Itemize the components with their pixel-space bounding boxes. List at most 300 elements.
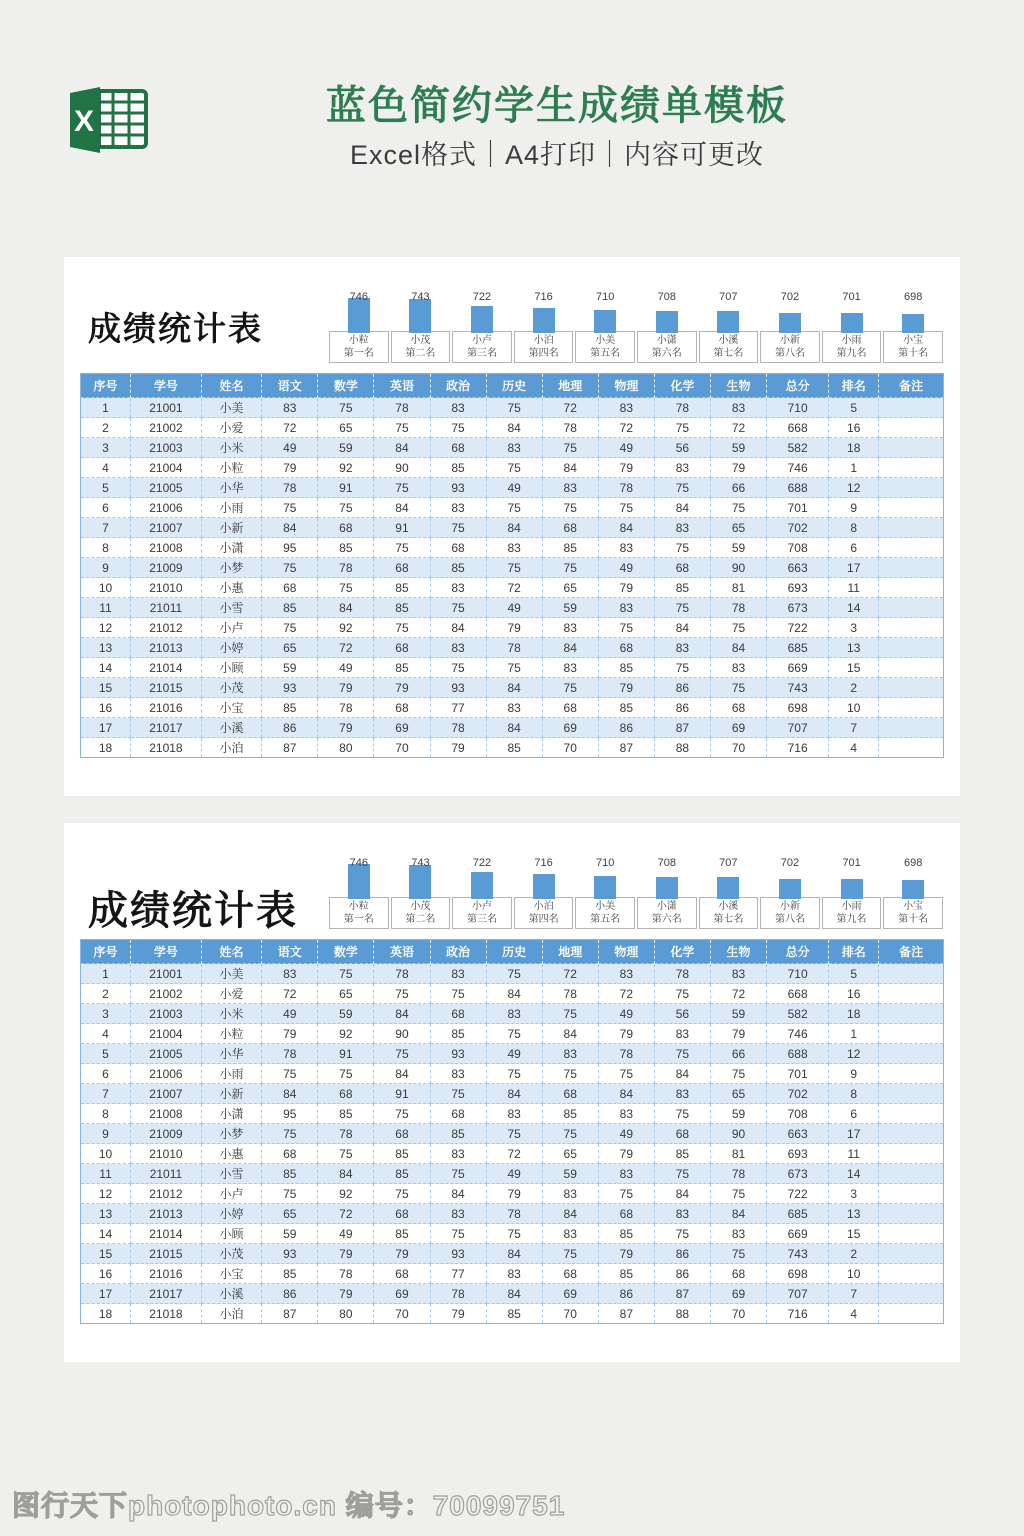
table-cell: 49 [318, 1224, 374, 1244]
table-cell: 84 [598, 518, 654, 538]
table-cell: 83 [710, 1224, 766, 1244]
table-cell [879, 638, 944, 658]
table-cell: 3 [81, 438, 131, 458]
table-cell: 75 [486, 398, 542, 418]
table-cell: 21007 [131, 1084, 202, 1104]
table-cell: 小雨 [201, 1064, 261, 1084]
table-cell: 21015 [131, 1244, 202, 1264]
table-cell: 84 [486, 1244, 542, 1264]
table-cell: 7 [829, 718, 879, 738]
table-cell: 83 [486, 538, 542, 558]
column-header: 备注 [879, 374, 944, 398]
chart-bar [779, 313, 801, 333]
table-cell: 65 [318, 984, 374, 1004]
table-cell: 75 [430, 518, 486, 538]
table-cell: 小溪 [201, 1284, 261, 1304]
table-cell: 722 [767, 1184, 829, 1204]
chart-value-label: 743 [411, 291, 430, 303]
table-cell: 79 [318, 718, 374, 738]
table-cell: 79 [598, 1244, 654, 1264]
table-cell: 1 [81, 964, 131, 984]
table-row [81, 1284, 944, 1304]
table-cell: 8 [829, 518, 879, 538]
table-row [81, 478, 944, 498]
column-header: 英语 [374, 940, 430, 964]
chart-rank-label: 第八名 [774, 348, 805, 360]
grade-table [80, 373, 944, 758]
table-cell: 75 [262, 558, 318, 578]
table-cell: 70 [542, 1304, 598, 1324]
chart-student-name: 小溪 [718, 900, 739, 912]
column-header: 物理 [598, 374, 654, 398]
table-cell: 91 [374, 518, 430, 538]
table-cell: 84 [430, 618, 486, 638]
column-header: 总分 [767, 940, 829, 964]
page-subtitle: Excel格式｜A4打印｜内容可更改 [349, 140, 765, 170]
table-cell: 18 [829, 1004, 879, 1024]
table-cell: 698 [767, 698, 829, 718]
table-row [81, 1164, 944, 1184]
chart-value-label: 708 [657, 857, 676, 869]
table-cell: 1 [829, 458, 879, 478]
table-row [81, 518, 944, 538]
chart-value-label: 707 [719, 857, 738, 869]
table-cell: 72 [542, 964, 598, 984]
table-cell: 84 [486, 718, 542, 738]
table-cell: 85 [262, 1164, 318, 1184]
table-cell: 85 [374, 578, 430, 598]
table-cell: 84 [542, 638, 598, 658]
table-cell [879, 658, 944, 678]
table-cell: 68 [374, 1124, 430, 1144]
table-cell: 小梦 [201, 558, 261, 578]
table-cell: 8 [81, 1104, 131, 1124]
table-cell: 68 [318, 518, 374, 538]
table-row [81, 1044, 944, 1064]
column-header: 姓名 [201, 940, 261, 964]
table-cell: 49 [486, 478, 542, 498]
table-cell: 75 [710, 1244, 766, 1264]
table-cell: 85 [598, 698, 654, 718]
column-header: 历史 [486, 940, 542, 964]
table-cell [879, 578, 944, 598]
table-cell: 668 [767, 418, 829, 438]
chart-bar [841, 879, 863, 899]
table-cell: 2 [81, 984, 131, 1004]
table-cell: 75 [374, 418, 430, 438]
table-cell: 6 [829, 1104, 879, 1124]
table-cell: 11 [829, 578, 879, 598]
table-cell: 75 [542, 1124, 598, 1144]
table-cell: 90 [374, 458, 430, 478]
table-cell: 小顾 [201, 1224, 261, 1244]
table-cell [879, 1224, 944, 1244]
table-cell: 21008 [131, 1104, 202, 1124]
table-cell: 80 [318, 1304, 374, 1324]
table-cell: 小美 [201, 398, 261, 418]
table-row [81, 638, 944, 658]
table-cell: 88 [654, 1304, 710, 1324]
table-cell: 4 [81, 1024, 131, 1044]
column-header: 语文 [262, 374, 318, 398]
table-cell [879, 1104, 944, 1124]
table-row [81, 538, 944, 558]
table-cell: 78 [486, 1204, 542, 1224]
table-cell: 693 [767, 1144, 829, 1164]
table-cell: 83 [486, 1264, 542, 1284]
table-cell: 小爱 [201, 418, 261, 438]
table-cell: 75 [318, 498, 374, 518]
table-cell: 83 [430, 1064, 486, 1084]
table-cell: 80 [318, 738, 374, 758]
chart-column [821, 290, 883, 363]
table-cell: 69 [542, 718, 598, 738]
table-cell: 21003 [131, 438, 202, 458]
table-cell: 小爱 [201, 984, 261, 1004]
table-cell: 79 [262, 1024, 318, 1044]
table-cell: 75 [486, 1124, 542, 1144]
table-cell: 15 [829, 658, 879, 678]
table-cell: 84 [654, 498, 710, 518]
table-cell: 83 [710, 398, 766, 418]
table-cell: 69 [542, 1284, 598, 1304]
table-cell: 68 [542, 698, 598, 718]
table-cell: 小婷 [201, 1204, 261, 1224]
table-cell: 79 [262, 458, 318, 478]
table-cell: 84 [654, 1064, 710, 1084]
table-cell: 93 [262, 678, 318, 698]
table-cell: 66 [710, 1044, 766, 1064]
chart-rank-label: 第九名 [836, 348, 867, 360]
table-cell: 17 [81, 718, 131, 738]
table-row [81, 1184, 944, 1204]
chart-name-box [822, 331, 882, 363]
table-cell: 79 [318, 1284, 374, 1304]
table-cell: 小卢 [201, 1184, 261, 1204]
table-cell: 72 [486, 1144, 542, 1164]
chart-column [513, 856, 575, 929]
table-cell: 92 [318, 618, 374, 638]
table-cell: 7 [81, 518, 131, 538]
table-cell [879, 558, 944, 578]
chart-student-name: 小宝 [903, 900, 924, 912]
table-head [81, 940, 944, 964]
table-cell: 75 [542, 498, 598, 518]
table-cell: 85 [430, 558, 486, 578]
table-cell: 12 [829, 1044, 879, 1064]
table-cell: 708 [767, 1104, 829, 1124]
column-header: 地理 [542, 374, 598, 398]
table-cell: 83 [654, 518, 710, 538]
table-cell: 小雪 [201, 598, 261, 618]
table-cell: 小新 [201, 1084, 261, 1104]
grade-table [80, 939, 944, 1324]
table-cell: 88 [654, 738, 710, 758]
table-row [81, 658, 944, 678]
table-cell: 83 [486, 1004, 542, 1024]
chart-name-box [637, 897, 697, 929]
table-cell: 90 [710, 558, 766, 578]
chart-student-name: 小雨 [841, 900, 862, 912]
chart-name-box [883, 897, 943, 929]
table-cell: 78 [318, 1264, 374, 1284]
table-cell: 78 [710, 1164, 766, 1184]
table-cell: 84 [542, 1204, 598, 1224]
sheet-panel-2 [64, 823, 960, 1362]
chart-name-box [329, 897, 389, 929]
column-header: 历史 [486, 374, 542, 398]
table-cell: 21005 [131, 1044, 202, 1064]
table-cell: 21010 [131, 578, 202, 598]
table-cell: 79 [486, 618, 542, 638]
table-cell: 746 [767, 458, 829, 478]
table-cell: 65 [262, 638, 318, 658]
table-cell: 10 [829, 1264, 879, 1284]
chart-rank-label: 第七名 [713, 914, 744, 926]
table-cell: 49 [598, 558, 654, 578]
table-cell: 669 [767, 658, 829, 678]
table-cell: 707 [767, 1284, 829, 1304]
table-cell: 83 [598, 598, 654, 618]
table-cell: 49 [486, 1164, 542, 1184]
table-cell: 83 [542, 478, 598, 498]
table-cell: 小泊 [201, 1304, 261, 1324]
table-cell: 77 [430, 698, 486, 718]
table-cell: 75 [710, 618, 766, 638]
table-cell: 77 [430, 1264, 486, 1284]
chart-value-label: 708 [657, 291, 676, 303]
table-cell: 84 [486, 418, 542, 438]
table-cell: 85 [262, 698, 318, 718]
table-cell: 743 [767, 678, 829, 698]
table-cell: 86 [262, 1284, 318, 1304]
table-cell: 79 [374, 1244, 430, 1264]
chart-value-label: 698 [903, 857, 923, 869]
table-cell: 84 [710, 1204, 766, 1224]
table-cell: 小潇 [201, 538, 261, 558]
table-cell: 83 [486, 438, 542, 458]
table-cell: 78 [542, 418, 598, 438]
table-cell: 21011 [131, 1164, 202, 1184]
table-cell: 1 [81, 398, 131, 418]
table-cell: 83 [430, 498, 486, 518]
table-cell: 68 [542, 1264, 598, 1284]
table-cell: 701 [767, 1064, 829, 1084]
table-cell: 78 [598, 478, 654, 498]
table-cell: 21005 [131, 478, 202, 498]
table-cell: 75 [486, 964, 542, 984]
table-cell: 21004 [131, 1024, 202, 1044]
table-cell: 75 [654, 418, 710, 438]
table-cell: 663 [767, 558, 829, 578]
table-cell: 78 [542, 984, 598, 1004]
table-cell: 14 [81, 658, 131, 678]
table-cell: 75 [430, 658, 486, 678]
table-cell: 13 [81, 1204, 131, 1224]
table-cell: 17 [829, 558, 879, 578]
table-cell: 84 [486, 1084, 542, 1104]
table-cell: 68 [374, 1264, 430, 1284]
table-cell: 75 [430, 598, 486, 618]
table-row [81, 1244, 944, 1264]
chart-name-box [883, 331, 943, 363]
table-cell: 49 [262, 1004, 318, 1024]
table-cell: 小茂 [201, 1244, 261, 1264]
table-cell: 75 [654, 1164, 710, 1184]
table-cell: 746 [767, 1024, 829, 1044]
chart-rank-label: 第五名 [590, 348, 621, 360]
chart-column [574, 290, 636, 363]
table-cell: 小新 [201, 518, 261, 538]
column-header: 政治 [430, 940, 486, 964]
table-cell: 9 [829, 498, 879, 518]
table-cell: 673 [767, 598, 829, 618]
table-cell: 75 [542, 1244, 598, 1264]
table-cell: 688 [767, 478, 829, 498]
table-cell: 17 [81, 1284, 131, 1304]
table-cell: 68 [710, 1264, 766, 1284]
table-cell: 75 [430, 418, 486, 438]
table-cell: 3 [829, 618, 879, 638]
table-cell: 78 [262, 1044, 318, 1064]
table-cell: 75 [486, 658, 542, 678]
table-cell: 83 [430, 1144, 486, 1164]
table-cell: 75 [374, 984, 430, 1004]
table-cell: 13 [829, 1204, 879, 1224]
chart-bar [841, 313, 863, 333]
table-cell: 78 [598, 1044, 654, 1064]
table-cell: 7 [829, 1284, 879, 1304]
chart-column [698, 856, 760, 929]
table-cell: 83 [598, 1104, 654, 1124]
chart-name-box [452, 331, 512, 363]
column-header: 序号 [81, 374, 131, 398]
table-cell: 68 [374, 698, 430, 718]
chart-column [882, 856, 944, 929]
chart-rank-label: 第二名 [405, 348, 436, 360]
chart-column [451, 290, 513, 363]
chart-bar [717, 311, 739, 333]
table-cell: 72 [262, 418, 318, 438]
table-cell: 86 [654, 698, 710, 718]
table-cell [879, 538, 944, 558]
table-cell [879, 1124, 944, 1144]
table-cell: 小米 [201, 1004, 261, 1024]
table-cell: 90 [374, 1024, 430, 1044]
table-cell: 79 [710, 1024, 766, 1044]
table-cell: 68 [318, 1084, 374, 1104]
table-cell: 78 [374, 964, 430, 984]
table-cell: 68 [654, 1124, 710, 1144]
chart-bar [656, 311, 678, 333]
table-cell: 小惠 [201, 1144, 261, 1164]
table-cell: 85 [598, 658, 654, 678]
table-row [81, 458, 944, 478]
table-cell: 79 [598, 458, 654, 478]
table-cell: 72 [486, 578, 542, 598]
table-cell: 85 [374, 1144, 430, 1164]
chart-column [390, 290, 452, 363]
table-cell: 75 [486, 498, 542, 518]
table-cell: 75 [598, 1064, 654, 1084]
table-cell: 小宝 [201, 1264, 261, 1284]
table-cell: 59 [542, 1164, 598, 1184]
table-cell: 小米 [201, 438, 261, 458]
table-cell: 85 [486, 738, 542, 758]
table-cell: 688 [767, 1044, 829, 1064]
table-cell: 9 [829, 1064, 879, 1084]
table-cell: 87 [598, 1304, 654, 1324]
table-cell: 72 [598, 418, 654, 438]
table-cell: 18 [81, 738, 131, 758]
table-row [81, 1204, 944, 1224]
table-cell: 85 [430, 1124, 486, 1144]
chart-rank-label: 第三名 [466, 914, 497, 926]
table-cell: 小粒 [201, 1024, 261, 1044]
table-cell: 87 [654, 718, 710, 738]
table-cell: 21017 [131, 1284, 202, 1304]
table-cell: 21008 [131, 538, 202, 558]
table-cell: 85 [318, 538, 374, 558]
table-cell: 84 [374, 438, 430, 458]
table-cell: 11 [81, 1164, 131, 1184]
table-row [81, 398, 944, 418]
table-cell: 12 [81, 1184, 131, 1204]
chart-column [821, 856, 883, 929]
top10-bar-chart [328, 856, 944, 929]
table-cell: 85 [318, 1104, 374, 1124]
table-cell: 5 [829, 964, 879, 984]
table-cell: 70 [710, 1304, 766, 1324]
table-cell: 79 [710, 458, 766, 478]
table-cell: 18 [81, 1304, 131, 1324]
chart-student-name: 小新 [779, 334, 800, 346]
table-cell: 75 [486, 1224, 542, 1244]
table-cell: 75 [430, 984, 486, 1004]
chart-value-label: 716 [534, 291, 553, 303]
column-header: 生物 [710, 374, 766, 398]
chart-name-box [575, 897, 635, 929]
table-cell: 83 [430, 398, 486, 418]
chart-rank-label: 第十名 [898, 348, 929, 360]
table-cell [879, 478, 944, 498]
table-cell: 12 [829, 478, 879, 498]
table-cell: 21006 [131, 1064, 202, 1084]
table-cell: 93 [430, 678, 486, 698]
table-cell: 93 [430, 478, 486, 498]
table-cell: 83 [710, 964, 766, 984]
table-cell: 21001 [131, 964, 202, 984]
chart-bar [533, 308, 555, 333]
chart-name-box [514, 897, 574, 929]
chart-column [328, 856, 390, 929]
table-cell: 78 [374, 398, 430, 418]
table-cell: 5 [81, 1044, 131, 1064]
table-cell: 8 [81, 538, 131, 558]
table-cell: 49 [598, 1004, 654, 1024]
chart-bar [409, 865, 431, 899]
table-cell: 86 [654, 1264, 710, 1284]
table-cell: 小粒 [201, 458, 261, 478]
table-cell: 小卢 [201, 618, 261, 638]
table-cell: 85 [374, 598, 430, 618]
table-cell: 5 [829, 398, 879, 418]
table-cell: 75 [374, 618, 430, 638]
table-cell: 15 [829, 1224, 879, 1244]
table-cell: 15 [81, 678, 131, 698]
table-cell: 59 [262, 658, 318, 678]
table-cell: 707 [767, 718, 829, 738]
